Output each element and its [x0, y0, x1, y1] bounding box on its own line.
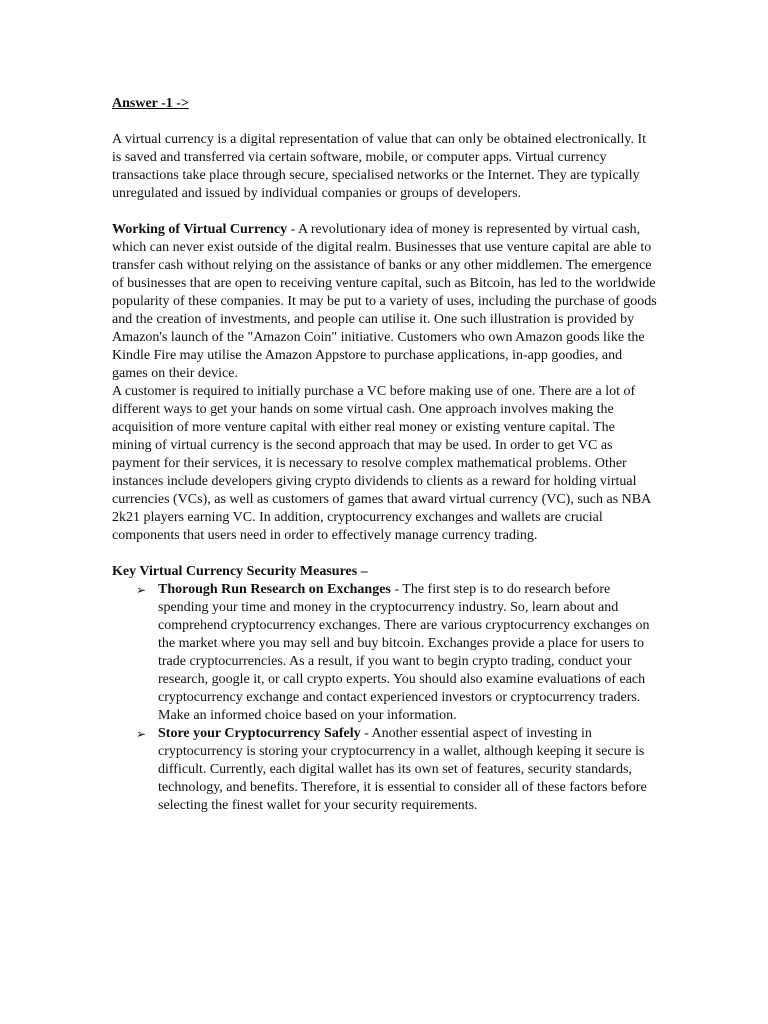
list-item — [136, 725, 657, 815]
answer-heading: Answer -1 -> — [112, 96, 189, 111]
working-text: - A revolutionary idea of money is represented by virtual cash, which can never exist outside of the digital realm. Businesses that use venture capital are able to transfer cash without relying on the assistance of banks or any other middlemen. The emergence of businesses that are open to receiving venture capital, such as Bitcoin, has led to the worldwide popularity of these companies. It may be put to a variety of uses, including the purchase of goods and the creation of investments, and people can utilise it. One such illustration is provided by Amazon's launch of the "Amazon Coin" initiative. Customers who own Amazon goods like the Kindle Fire may utilise the Amazon Appstore to purchase applications, in-app goodies, and games on their device. — [112, 222, 657, 381]
list-item-text: - The first step is to do research before spending your time and money in the cryptocurrency industry. So, learn about and comprehend cryptocurrency exchanges. There are various cryptocurrency exchanges on the market where you may sell and buy bitcoin. Exchanges provide a place for users to trade cryptocurrencies. As a result, if you want to begin crypto trading, conduct your research, google it, or call crypto experts. You should also examine evaluations of each cryptocurrency exchange and contact experienced investors or cryptocurrency traders. Make an informed choice based on your information. — [158, 582, 650, 723]
list-item-text: - Another essential aspect of investing in cryptocurrency is storing your cryptocurrency in a wallet, although keeping it secure is difficult. Currently, each digital wallet has its own set of features, security standards, technology, and benefits. Therefore, it is essential to consider all of these factors before selecting the finest wallet for your security requirements. — [158, 726, 647, 813]
vc-acquisition-paragraph: A customer is required to initially purchase a VC before making use of one. There are a lot of different ways to get your hands on some virtual cash. One approach involves making the acquisition of more venture capital with either real money or existing venture capital. The mining of virtual currency is the second approach that may be used. In order to get VC as payment for their services, it is necessary to resolve complex mathematical problems. Other instances include developers giving crypto dividends to clients as a reward for holding virtual currencies (VCs), as well as customers of games that award virtual currency (VC), such as NBA 2k21 players earning VC. In addition, cryptocurrency exchanges and wallets are crucial components that users need in order to effectively manage currency trading. — [112, 384, 651, 543]
list-item-title: Store your Cryptocurrency Safely — [158, 726, 361, 741]
arrowhead-bullet-icon: ➢ — [136, 583, 147, 597]
security-heading: Key Virtual Currency Security Measures – — [112, 564, 368, 579]
list-item — [136, 581, 657, 725]
working-paragraph — [112, 221, 657, 383]
working-title: Working of Virtual Currency — [112, 222, 288, 237]
arrowhead-bullet-icon: ➢ — [136, 727, 147, 741]
intro-paragraph: A virtual currency is a digital representation of value that can only be obtained electronically. It is saved and transferred via certain software, mobile, or computer apps. Virtual currency transactions take place through secure, specialised networks or the Internet. They are typically unregulated and issued by individual companies or groups of developers. — [112, 132, 647, 201]
security-measures-list — [112, 581, 657, 815]
document-page — [112, 95, 657, 815]
list-item-title: Thorough Run Research on Exchanges — [158, 582, 391, 597]
